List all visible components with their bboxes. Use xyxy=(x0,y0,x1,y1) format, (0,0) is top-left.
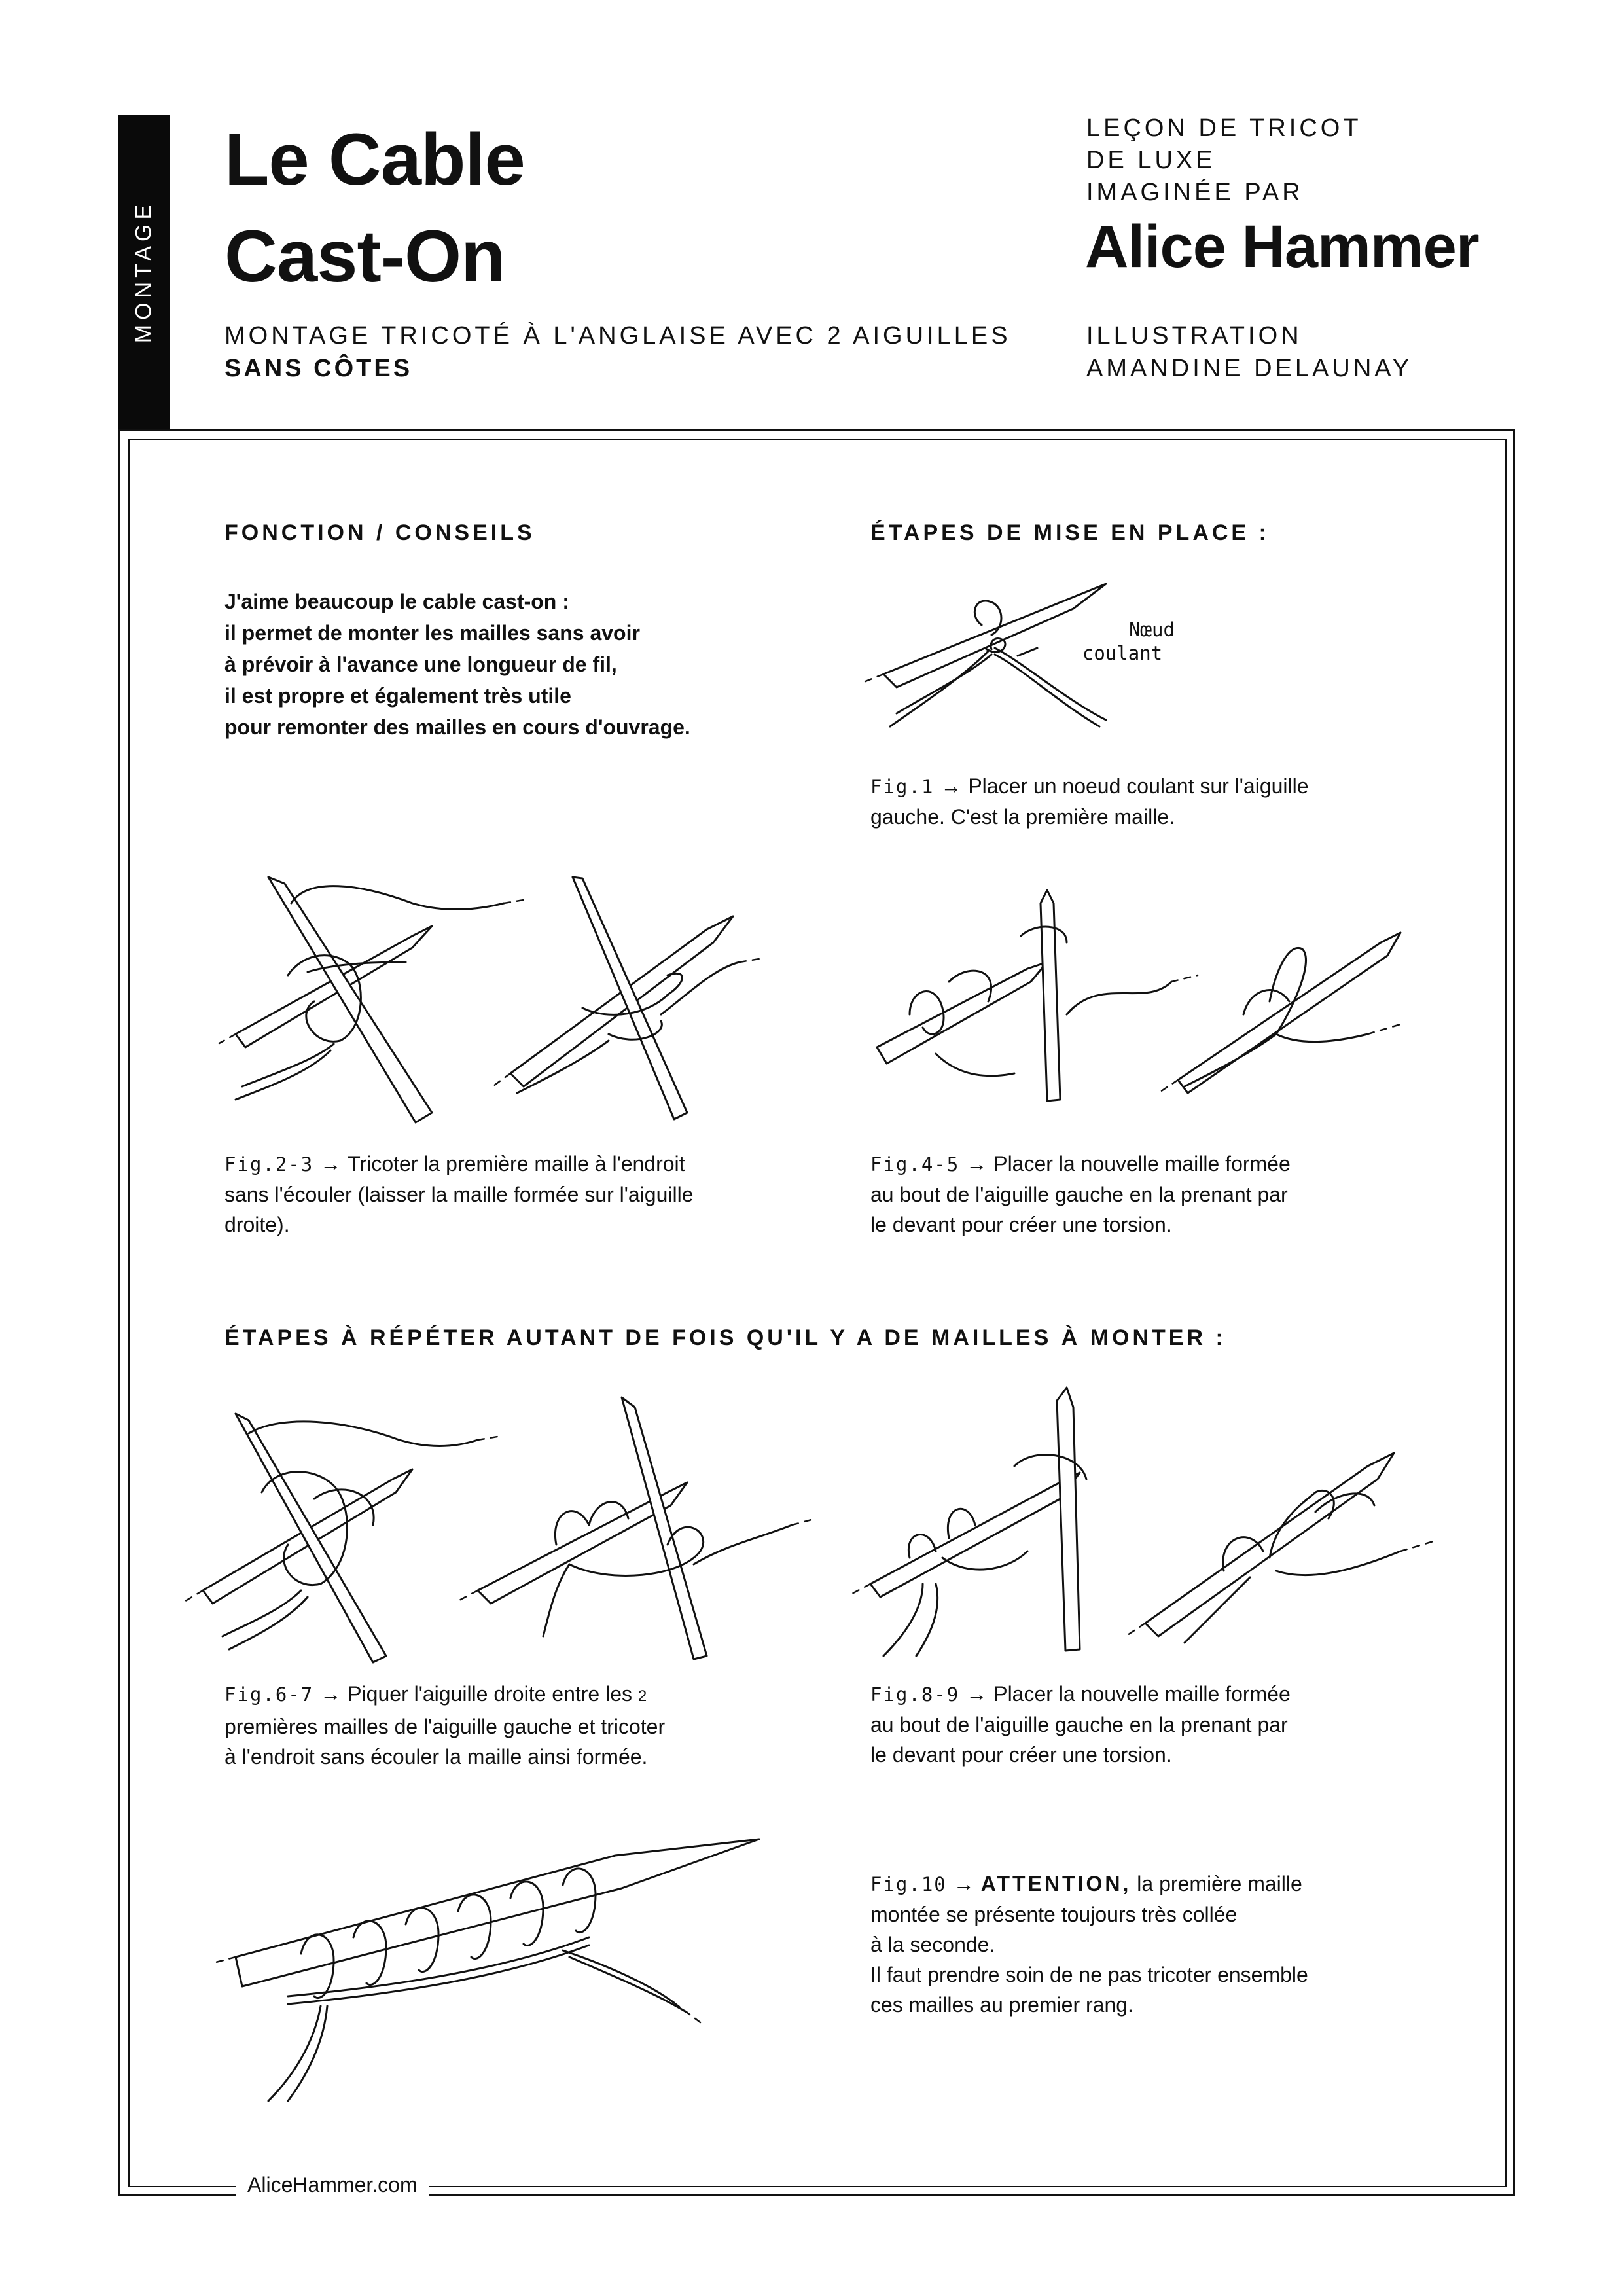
fig67-caption xyxy=(224,1679,665,1772)
fig45-line-2: au bout de l'aiguille gauche en la prenant par xyxy=(870,1183,1288,1206)
fig67-line-2: premières mailles de l'aiguille gauche et tricoter xyxy=(224,1715,666,1738)
fig1-line-2: gauche. C'est la première maille. xyxy=(870,805,1175,829)
fig1-illustration xyxy=(870,563,1211,759)
section-function-heading: FONCTION / CONSEILS xyxy=(224,520,535,545)
fig89-arrow: → xyxy=(966,1682,988,1706)
section-repeat-heading: ÉTAPES À RÉPÉTER AUTANT DE FOIS QU'IL Y A DE MAILLES À MONTER : xyxy=(224,1325,1226,1350)
fig89-illustration xyxy=(857,1388,1472,1662)
slip-knot-loop xyxy=(974,601,1001,635)
intro-line-5: pour remonter des mailles en cours d'ouvrage. xyxy=(224,715,690,739)
fig89-line-2: au bout de l'aiguille gauche en la prenant par xyxy=(870,1713,1288,1736)
fig67-number: Fig.6-7 xyxy=(224,1683,314,1706)
fig10-caption xyxy=(870,1869,1308,2020)
fig10-line-5: ces mailles au premier rang. xyxy=(870,1993,1133,2017)
fig23-line-3: droite). xyxy=(224,1213,290,1236)
fig23-number: Fig.2-3 xyxy=(224,1153,314,1175)
fig45-line-1: Placer la nouvelle maille formée xyxy=(993,1152,1291,1175)
fig67-illustration xyxy=(183,1394,812,1669)
intro-line-1: J'aime beaucoup le cable cast-on : xyxy=(224,590,569,613)
lesson-line-3: IMAGINÉE PAR xyxy=(1086,179,1304,206)
title-line-2: Cast-On xyxy=(224,215,505,297)
fig10-number: Fig.10 xyxy=(870,1873,947,1895)
fig10-line-4: Il faut prendre soin de ne pas tricoter ensemble xyxy=(870,1963,1308,1986)
fig67-line-1a: Piquer l'aiguille droite entre les xyxy=(348,1682,633,1706)
side-tab-label: MONTAGE xyxy=(131,200,156,344)
title-line-1: Le Cable xyxy=(224,118,525,200)
fig45-illustration xyxy=(870,884,1433,1113)
fig1-arrow: → xyxy=(940,774,962,798)
fig67-line-3: à l'endroit sans écouler la maille ainsi formée. xyxy=(224,1745,648,1768)
illustration-line-1: ILLUSTRATION xyxy=(1086,322,1302,350)
fig89-caption xyxy=(870,1679,1291,1770)
fig45-caption xyxy=(870,1149,1291,1240)
fig23-line-2: sans l'écouler (laisser la maille formée sur l'aiguille xyxy=(224,1183,694,1206)
fig89-line-1: Placer la nouvelle maille formée xyxy=(993,1682,1291,1706)
fig89-number: Fig.8-9 xyxy=(870,1683,960,1706)
fig10-illustration xyxy=(223,1833,812,2108)
lesson-line-2: DE LUXE xyxy=(1086,147,1216,174)
fig67-arrow: → xyxy=(320,1682,342,1706)
page-title xyxy=(224,111,525,305)
fig89-line-3: le devant pour créer une torsion. xyxy=(870,1743,1172,1767)
illustration-credit xyxy=(1086,319,1412,385)
fig1-number: Fig.1 xyxy=(870,776,935,798)
side-tab xyxy=(118,115,170,429)
subtitle xyxy=(224,319,1011,385)
fig67-line-1b: 2 xyxy=(637,1687,647,1705)
fig1-label-line-2: coulant xyxy=(1082,642,1163,664)
fig10-line-1: la première maille xyxy=(1137,1872,1302,1895)
subtitle-line-2: SANS CÔTES xyxy=(224,355,413,382)
section-setup-heading: ÉTAPES DE MISE EN PLACE : xyxy=(870,520,1270,545)
fig10-line-2: montée se présente toujours très collée xyxy=(870,1903,1238,1926)
intro-line-2: il permet de monter les mailles sans avoir xyxy=(224,621,640,645)
intro-text xyxy=(224,586,813,743)
fig1-caption xyxy=(870,771,1309,832)
illustration-line-2: AMANDINE DELAUNAY xyxy=(1086,355,1413,382)
footer-website[interactable]: AliceHammer.com xyxy=(236,2173,429,2197)
fig23-line-1: Tricoter la première maille à l'endroit xyxy=(348,1152,685,1175)
intro-line-3: à prévoir à l'avance une longueur de fil, xyxy=(224,653,617,676)
fig1-label-line-1: Nœud xyxy=(1129,619,1175,641)
lesson-credit xyxy=(1086,113,1362,209)
fig10-line-3: à la seconde. xyxy=(870,1933,995,1956)
fig45-number: Fig.4-5 xyxy=(870,1153,960,1175)
fig10-arrow: → xyxy=(953,1872,974,1895)
author-name: Alice Hammer xyxy=(1085,213,1479,280)
fig10-attention: ATTENTION, xyxy=(980,1872,1132,1895)
subtitle-line-1: MONTAGE TRICOTÉ À L'ANGLAISE AVEC 2 AIGUILLES xyxy=(224,322,1011,350)
intro-line-4: il est propre et également très utile xyxy=(224,684,571,708)
fig1-line-1: Placer un noeud coulant sur l'aiguille xyxy=(968,774,1309,798)
fig45-arrow: → xyxy=(966,1152,988,1175)
lesson-line-1: LEÇON DE TRICOT xyxy=(1086,115,1362,142)
fig23-caption xyxy=(224,1149,694,1240)
fig45-line-3: le devant pour créer une torsion. xyxy=(870,1213,1172,1236)
fig23-arrow: → xyxy=(320,1152,342,1175)
fig23-illustration xyxy=(216,864,740,1126)
